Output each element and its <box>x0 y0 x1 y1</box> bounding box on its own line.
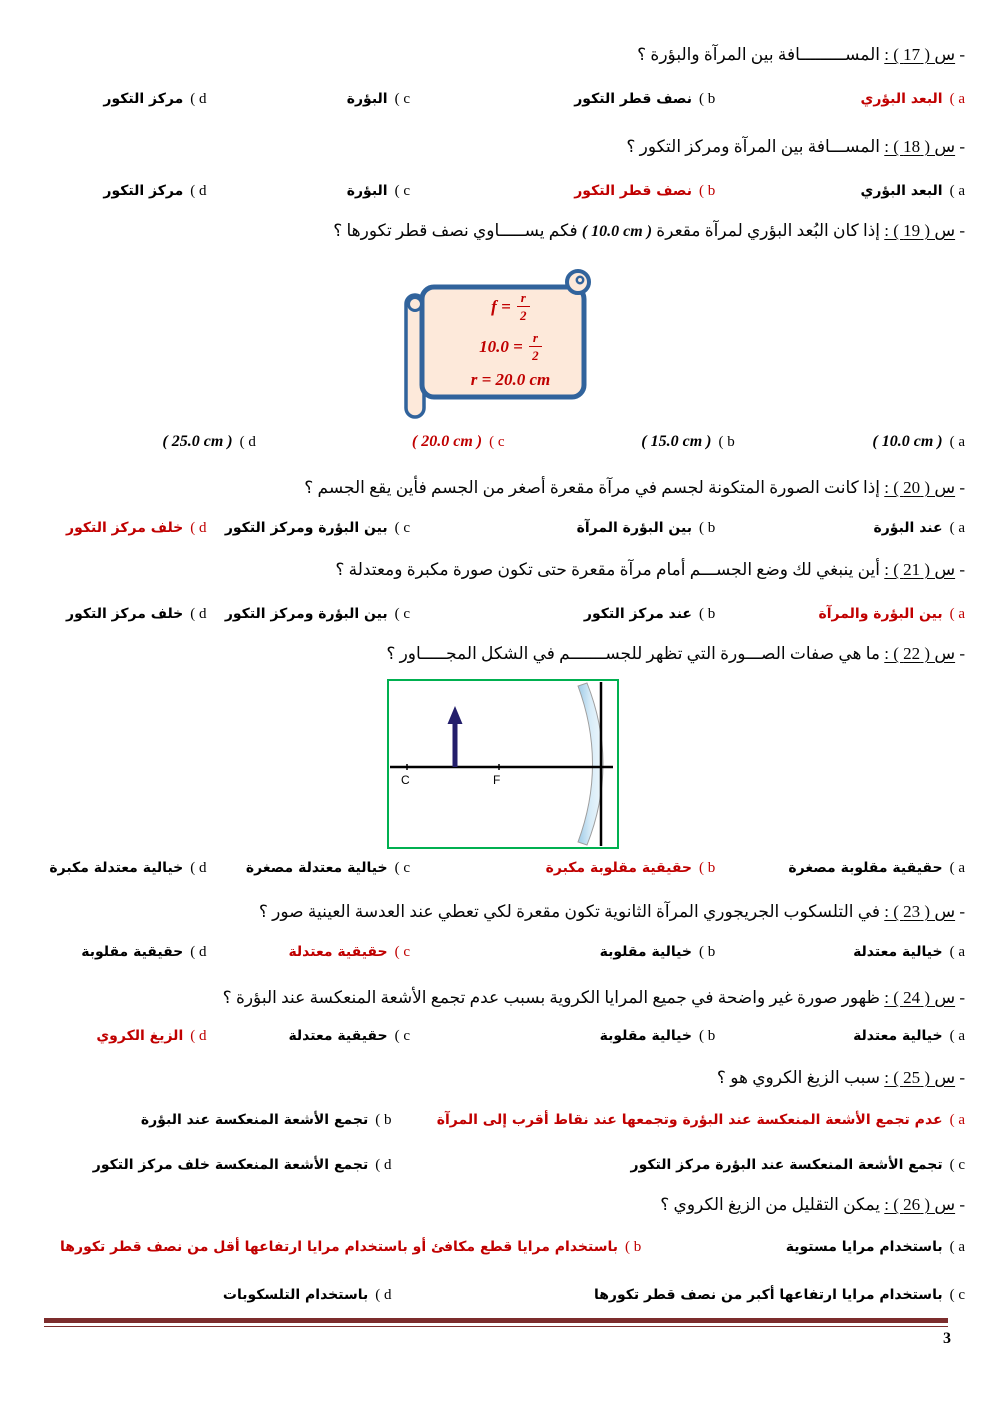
fraction-numerator: r <box>529 331 542 347</box>
options-row-q23 <box>40 941 965 963</box>
option-label: باستخدام مرايا قطع مكافئ أو باستخدام مرايا ارتفاعها أقل من نصف قطر تكورها <box>60 1239 618 1255</box>
options-row-q17 <box>40 88 965 110</box>
option-q22-a <box>715 857 965 879</box>
option-label: حقيقية مقلوبة مكبرة <box>545 860 692 876</box>
fraction <box>529 331 542 362</box>
option-letter: ( d <box>239 434 256 450</box>
option-q22-d <box>40 857 207 879</box>
question-number: س ( 18 ) : <box>884 137 956 156</box>
option-q21-d <box>40 603 207 625</box>
option-letter: ( a <box>949 606 965 622</box>
question-number: س ( 23 ) : <box>884 902 956 921</box>
option-letter: ( a <box>949 944 965 960</box>
question-number: س ( 21 ) : <box>884 560 956 579</box>
option-q24-a <box>715 1025 965 1047</box>
fraction <box>517 291 530 322</box>
option-label: البعد البؤري <box>860 91 943 107</box>
formula-3: r = 20.0 cm <box>470 370 551 389</box>
option-label: خيالية معتدلة مكبرة <box>49 860 184 876</box>
options-row-q21 <box>40 603 965 625</box>
option-q19-d <box>44 431 256 453</box>
option-q18-d <box>40 180 207 202</box>
option-label: خيالية معتدلة <box>853 944 943 960</box>
option-q26-d <box>40 1284 392 1306</box>
question-number: س ( 19 ) : <box>884 221 956 240</box>
option-q17-b <box>410 88 715 110</box>
option-q19-a <box>735 431 965 453</box>
fraction-denominator: 2 <box>532 348 539 363</box>
option-q26-a <box>641 1236 965 1258</box>
question-24 <box>40 987 965 1009</box>
option-letter: ( c <box>394 944 410 960</box>
option-q20-b <box>410 517 715 539</box>
option-label: خلف مركز التكور <box>66 520 184 536</box>
option-letter: ( a <box>949 520 965 536</box>
options-row-q25-2 <box>40 1154 965 1176</box>
question-text: أين ينبغي لك وضع الجســـم أمام مرآة مقعرة حتى تكون صورة مكبرة ومعتدلة ؟ <box>335 560 881 579</box>
mirror-diagram-graphic <box>387 679 619 849</box>
option-letter: ( b <box>699 183 716 199</box>
option-q20-a <box>715 517 965 539</box>
option-label: تجمع الأشعة المنعكسة عند البؤرة <box>140 1112 369 1128</box>
options-row-q20 <box>40 517 965 539</box>
question-number: س ( 25 ) : <box>884 1068 956 1087</box>
option-letter: ( d <box>190 860 207 876</box>
question-dash: - <box>959 478 965 497</box>
question-22 <box>40 643 965 665</box>
question-text: إذا كانت الصورة المتكونة لجسم في مرآة مقعرة أصغر من الجسم فأين يقع الجسم ؟ <box>304 478 881 497</box>
formula-lines <box>426 291 596 388</box>
fraction-numerator: r <box>517 291 530 307</box>
option-label: خيالية مقلوبة <box>599 1028 692 1044</box>
option-label: باستخدام مرايا مستوية <box>785 1239 943 1255</box>
option-q21-c <box>207 603 411 625</box>
option-q23-b <box>410 941 715 963</box>
question-text: ما هي صفات الصـــورة التي تظهر للجســـــــم في الشكل المجـــــاور ؟ <box>386 644 881 663</box>
option-letter: ( d <box>190 520 207 536</box>
option-label: البعد البؤري <box>860 183 943 199</box>
option-q22-c <box>207 857 411 879</box>
question-dash: - <box>959 137 965 156</box>
options-row-q26-1 <box>40 1236 965 1258</box>
option-label: خيالية مقلوبة <box>599 944 692 960</box>
question-value: ( 10.0 cm ) <box>581 223 653 240</box>
option-q26-b <box>40 1236 641 1258</box>
question-18 <box>40 136 965 158</box>
option-label: بين البؤرة ومركز التكور <box>224 520 388 536</box>
option-letter: ( d <box>375 1287 392 1303</box>
question-number: س ( 24 ) : <box>884 988 956 1007</box>
question-text: في التلسكوب الجريجوري المرآة الثانوية تكون مقعرة لكي تعطي عند العدسة العينية صور ؟ <box>258 902 881 921</box>
option-label: تجمع الأشعة المنعكسة عند البؤرة مركز التكور <box>630 1157 943 1173</box>
option-label: تجمع الأشعة المنعكسة خلف مركز التكور <box>92 1157 369 1173</box>
page-number: 3 <box>943 1330 951 1347</box>
option-q21-a <box>715 603 965 625</box>
option-label: باستخدام التلسكوبات <box>222 1287 369 1303</box>
mirror-diagram <box>387 679 619 849</box>
option-q20-c <box>207 517 411 539</box>
option-letter: ( b <box>625 1239 642 1255</box>
option-q17-c <box>207 88 411 110</box>
option-q24-d <box>40 1025 207 1047</box>
option-letter: ( d <box>375 1157 392 1173</box>
question-text: إذا كان البُعد البؤري لمرآة مقعرة <box>656 221 881 240</box>
question-dash: - <box>959 644 965 663</box>
option-letter: ( c <box>394 860 410 876</box>
formula-lhs: f = <box>491 297 511 316</box>
option-letter: ( c <box>949 1287 965 1303</box>
option-label: نصف قطر التكور <box>574 91 692 107</box>
formula-1 <box>491 291 530 322</box>
question-number: س ( 22 ) : <box>884 644 956 663</box>
option-value: ( 10.0 cm ) <box>872 433 943 450</box>
option-value: ( 25.0 cm ) <box>162 433 233 450</box>
question-number: س ( 17 ) : <box>884 45 956 64</box>
option-label: البؤرة <box>346 183 388 199</box>
option-q23-a <box>715 941 965 963</box>
option-label: حقيقية مقلوبة <box>81 944 184 960</box>
option-q18-b <box>410 180 715 202</box>
formula-scroll <box>398 259 608 425</box>
options-row-q26-2 <box>40 1284 965 1306</box>
question-17 <box>40 44 965 66</box>
question-dash: - <box>959 988 965 1007</box>
question-19 <box>40 220 965 243</box>
question-text: ظهور صورة غير واضحة في جميع المرايا الكروية بسبب عدم تجمع الأشعة المنعكسة عند البؤرة ؟ <box>222 988 881 1007</box>
option-letter: ( b <box>699 91 716 107</box>
question-dash: - <box>959 1195 965 1214</box>
option-letter: ( a <box>949 1112 965 1128</box>
option-letter: ( d <box>190 91 207 107</box>
option-letter: ( a <box>949 91 965 107</box>
options-row-q24 <box>40 1025 965 1047</box>
question-26 <box>40 1194 965 1216</box>
option-letter: ( d <box>190 944 207 960</box>
option-q23-c <box>207 941 411 963</box>
option-q25-a <box>392 1109 966 1131</box>
option-label: حقيقية معتدلة <box>288 1028 388 1044</box>
option-label: عدم تجمع الأشعة المنعكسة عند البؤرة وتجمعها عند نقاط أقرب إلى المرآة <box>436 1112 943 1128</box>
option-q19-c <box>256 431 505 453</box>
question-dash: - <box>959 902 965 921</box>
option-letter: ( a <box>949 1028 965 1044</box>
option-label: نصف قطر التكور <box>574 183 692 199</box>
question-text: سبب الزيغ الكروي هو ؟ <box>716 1068 881 1087</box>
option-label: خيالية معتدلة <box>853 1028 943 1044</box>
option-q18-c <box>207 180 411 202</box>
option-letter: ( b <box>699 520 716 536</box>
fraction-denominator: 2 <box>520 308 527 323</box>
option-label: الزيغ الكروي <box>96 1028 184 1044</box>
option-label: خيالية معتدلة مصغرة <box>245 860 388 876</box>
options-row-q25-1 <box>40 1109 965 1131</box>
option-value: ( 20.0 cm ) <box>411 433 483 450</box>
question-number: س ( 26 ) : <box>884 1195 956 1214</box>
diagram-label-f: F <box>492 773 500 787</box>
option-letter: ( a <box>949 1239 965 1255</box>
option-letter: ( d <box>190 1028 207 1044</box>
option-letter: ( b <box>375 1112 392 1128</box>
option-label: باستخدام مرايا ارتفاعها أكبر من نصف قطر تكورها <box>593 1287 943 1303</box>
question-20 <box>40 477 965 499</box>
option-label: بين البؤرة المرآة <box>576 520 692 536</box>
option-label: عند البؤرة <box>873 520 943 536</box>
options-row-q22 <box>40 857 965 879</box>
question-text: يمكن التقليل من الزيغ الكروي ؟ <box>660 1195 881 1214</box>
question-text: المســـافة بين المرآة ومركز التكور ؟ <box>626 137 881 156</box>
option-letter: ( a <box>949 434 965 450</box>
option-q25-d <box>40 1154 392 1176</box>
footer-rule <box>44 1318 948 1327</box>
option-q24-c <box>207 1025 411 1047</box>
question-text: المســـــــــافة بين المرآة والبؤرة ؟ <box>637 45 881 64</box>
question-text: فكم يســـــاوي نصف قطر تكورها ؟ <box>333 221 578 240</box>
option-q20-d <box>40 517 207 539</box>
option-letter: ( c <box>394 606 410 622</box>
option-q25-b <box>40 1109 392 1131</box>
option-label: مركز التكور <box>103 183 184 199</box>
option-letter: ( c <box>394 1028 410 1044</box>
option-q23-d <box>40 941 207 963</box>
options-row-q18 <box>40 180 965 202</box>
option-letter: ( a <box>949 860 965 876</box>
option-letter: ( d <box>190 606 207 622</box>
diagram-label-c: C <box>400 773 410 787</box>
formula-2 <box>479 331 542 362</box>
options-row-q19 <box>40 431 965 453</box>
question-25 <box>40 1067 965 1089</box>
option-label: حقيقية معتدلة <box>288 944 388 960</box>
option-letter: ( c <box>489 434 505 450</box>
question-dash: - <box>959 45 965 64</box>
option-label: بين البؤرة والمرآة <box>818 606 943 622</box>
option-label: خلف مركز التكور <box>66 606 184 622</box>
option-letter: ( d <box>190 183 207 199</box>
option-letter: ( b <box>699 1028 716 1044</box>
question-dash: - <box>959 560 965 579</box>
option-letter: ( b <box>699 606 716 622</box>
option-q26-c <box>392 1284 966 1306</box>
option-value: ( 15.0 cm ) <box>641 433 712 450</box>
option-letter: ( b <box>699 860 716 876</box>
option-label: مركز التكور <box>103 91 184 107</box>
question-23 <box>40 901 965 923</box>
option-q19-b <box>505 431 735 453</box>
option-label: حقيقية مقلوبة مصغرة <box>788 860 943 876</box>
question-dash: - <box>959 221 965 240</box>
option-q17-a <box>715 88 965 110</box>
option-label: بين البؤرة ومركز التكور <box>224 606 388 622</box>
option-q18-a <box>715 180 965 202</box>
question-dash: - <box>959 1068 965 1087</box>
formula-lhs: 10.0 = <box>479 337 523 356</box>
option-letter: ( c <box>394 520 410 536</box>
option-letter: ( b <box>718 434 735 450</box>
option-letter: ( c <box>394 183 410 199</box>
option-q22-b <box>410 857 715 879</box>
option-label: البؤرة <box>346 91 388 107</box>
question-21 <box>40 559 965 581</box>
option-q24-b <box>410 1025 715 1047</box>
option-q25-c <box>392 1154 966 1176</box>
option-label: عند مركز التكور <box>583 606 692 622</box>
option-letter: ( b <box>699 944 716 960</box>
option-letter: ( c <box>949 1157 965 1173</box>
option-letter: ( c <box>394 91 410 107</box>
option-q21-b <box>410 603 715 625</box>
option-letter: ( a <box>949 183 965 199</box>
question-number: س ( 20 ) : <box>884 478 956 497</box>
option-q17-d <box>40 88 207 110</box>
